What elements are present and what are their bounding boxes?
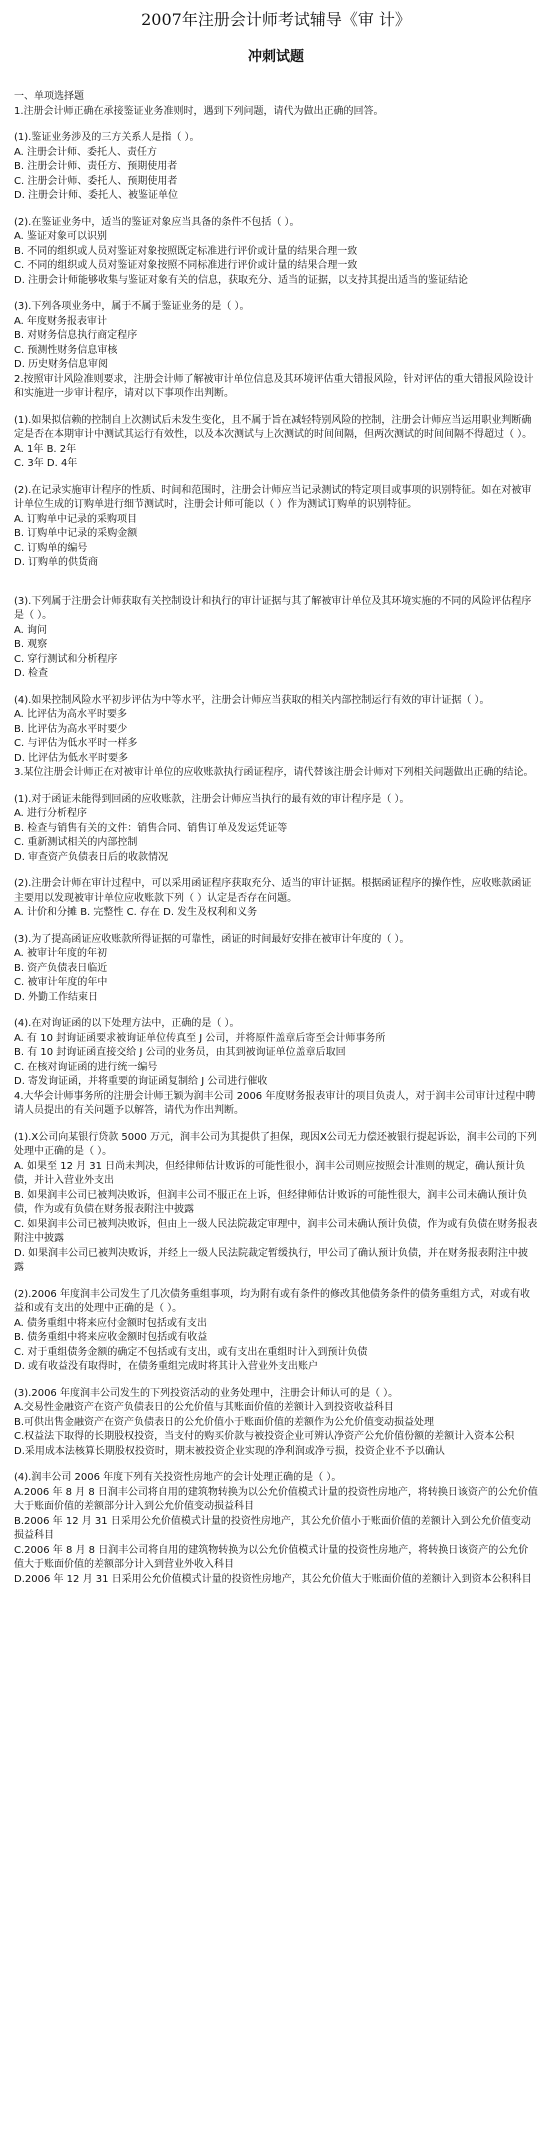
answer-option: B.2006 年 12 月 31 日采用公允价值模式计量的投资性房地产，其公允价值小于账面价值的差额计入到公允价值变动损益科目 (14, 1515, 531, 1541)
answer-option: D. 注册会计师能够收集与鉴证对象有关的信息，获取充分、适当的证据，以支持其提出适当的鉴证结论 (14, 274, 469, 286)
spacer (14, 472, 538, 484)
question-text: (4).如果控制风险水平初步评估为中等水平，注册会计师应当获取的相关内部控制运行有效的审计证据（ ）。 (14, 694, 490, 706)
answer-option: B. 对财务信息执行商定程序 (14, 330, 138, 341)
question-text: (4).润丰公司 2006 年度下列有关投资性房地产的会计处理正确的是（ ）。 (14, 1472, 342, 1483)
answer-option: B. 观察 (14, 639, 48, 650)
answer-option: D. 外勤工作结束日 (14, 991, 99, 1003)
question-text: (1).X公司向某银行贷款 5000 万元，润丰公司为其提供了担保，现因X公司无力偿还被银行提起诉讼，润丰公司的下列处理中正确的是（ ）。 (14, 1131, 537, 1157)
answer-option: D. 审查资产负债表日后的收款情况 (14, 851, 169, 863)
answer-option: A.2006 年 8 月 8 日润丰公司将自用的建筑物转换为以公允价值模式计量的投资性房地产，将转换日该资产的公允价值大于账面价值的差额部分计入到公允价值变动损益科目 (14, 1486, 538, 1512)
answer-option: C. 3年 D. 4年 (14, 458, 78, 469)
question-text: (3).2006 年度润丰公司发生的下列投资活动的业务处理中，注册会计师认可的是（ ）。 (14, 1387, 399, 1399)
spacer (14, 781, 538, 793)
question-text: 3.某位注册会计师正在对被审计单位的应收账款执行函证程序，请代替该注册会计师对下列相关问题做出正确的结论。 (14, 767, 534, 778)
question-text: (1).对于函证未能得到回函的应收账款，注册会计师应当执行的最有效的审计程序是（ ）。 (14, 793, 410, 805)
answer-option: B. 如果润丰公司已被判决败诉，但润丰公司不服正在上诉，但经律师估计败诉的可能性很大，润丰公司未确认预计负债，作为或有负债在财务报表附注中披露 (14, 1189, 528, 1215)
answer-option: C. 对于重组债务金额的确定不包括或有支出，或有支出在重组时计入到预计负债 (14, 1346, 368, 1358)
answer-option: A. 比评估为高水平时要多 (14, 709, 128, 720)
spacer (14, 583, 538, 595)
answer-option: A. 注册会计师、委托人、责任方 (14, 146, 158, 158)
answer-option: A. 进行分析程序 (14, 808, 88, 819)
answer-option: A. 1年 B. 2年 (14, 443, 77, 455)
question-text: (4).在对询证函的以下处理方法中，正确的是（ ）。 (14, 1018, 240, 1029)
question-text: (1).如果拟信赖的控制自上次测试后未发生变化，且不属于旨在减轻特别风险的控制，注册会计师应当运用职业判断确定是否在本期审计中测试其运行有效性，以及本次测试与上次测试的时间间隔，但两次测试的时间间隔不得超过（ ）。 (14, 414, 533, 440)
answer-option: A. 鉴证对象可以识别 (14, 231, 108, 242)
answer-option: C. 如果润丰公司已被判决败诉，但由上一级人民法院裁定审理中，润丰公司未确认预计负债，作为或有负债在财务报表附注中披露 (14, 1218, 538, 1244)
answer-option: C.权益法下取得的长期股权投资，当支付的购买价款与被投资企业可辨认净资产公允价值份额的差额计入资本公积 (14, 1431, 515, 1442)
answer-option: C. 被审计年度的年中 (14, 977, 108, 988)
question-text: 2.按照审计风险准则要求，注册会计师了解被审计单位信息及其环境评估重大错报风险，针对评估的重大错报风险设计和实施进一步审计程序，请对以下事项作出判断。 (14, 373, 534, 399)
answer-option: D. 历史财务信息审阅 (14, 359, 109, 370)
spacer (14, 682, 538, 694)
document-page (14, 0, 538, 1587)
spacer (14, 1276, 538, 1288)
answer-option: A.交易性金融资产在资产负债表日的公允价值与其账面价值的差额计入到投资收益科目 (14, 1402, 394, 1413)
question-text: (2).注册会计师在审计过程中，可以采用函证程序获取充分、适当的审计证据。根据函证程序的操作性，应收账款函证主要用以发现被审计单位应收账款下列（ ）认定是否存在问题。 (14, 878, 532, 904)
answer-option: C. 穿行测试和分析程序 (14, 653, 118, 665)
answer-option: B. 不同的组织或人员对鉴证对象按照既定标准进行评价或计量的结果合理一致 (14, 245, 358, 257)
question-text: (2).2006 年度润丰公司发生了几次债务重组事项，均为附有或有条件的修改其他债务条件的债务重组方式，对或有收益和或有支出的处理中正确的是（ ）。 (14, 1288, 530, 1314)
answer-option: B. 注册会计师、责任方、预期使用者 (14, 161, 178, 172)
spacer (14, 1005, 538, 1017)
answer-option: C. 重新测试相关的内部控制 (14, 837, 138, 848)
answer-option: C. 不同的组织或人员对鉴证对象按照不同标准进行评价或计量的结果合理一致 (14, 260, 358, 271)
spacer (14, 204, 538, 216)
answer-option: A. 如果至 12 月 31 日尚未判决，但经律师估计败诉的可能性很小，润丰公司则应按照会计准则的规定，确认预计负债，并计入营业外支出 (14, 1160, 526, 1186)
question-text: (3).下列各项业务中，属于不属于鉴证业务的是（ ）。 (14, 301, 250, 312)
document-title: 2007年注册会计师考试辅导《审 计》 (141, 10, 411, 29)
answer-option: C. 在核对询证函的进行统一编号 (14, 1061, 158, 1073)
answer-option: C. 预测性财务信息审核 (14, 344, 118, 356)
answer-option: A. 询问 (14, 624, 48, 636)
answer-option: D.2006 年 12 月 31 日采用公允价值模式计量的投资性房地产，其公允价值大于账面价值的差额计入到资本公积科目 (14, 1573, 532, 1585)
section-heading: 一、单项选择题 (14, 91, 84, 102)
question-text: 1.注册会计师正确在承接鉴证业务准则时，遇到下列问题，请代为做出正确的回答。 (14, 105, 384, 117)
spacer (14, 865, 538, 877)
answer-option: A. 被审计年度的年初 (14, 948, 108, 959)
answer-option: B. 资产负债表日临近 (14, 962, 108, 974)
answer-option: C.2006 年 8 月 8 日润丰公司将自用的建筑物转换为以公允价值模式计量的投资性房地产，将转换日该资产的公允价值大于账面价值的差额部分计入到营业外收入科目 (14, 1544, 529, 1570)
answer-option: D. 或有收益没有取得时，在债务重组完成时将其计入营业外支出账户 (14, 1361, 319, 1372)
answer-option: A. 有 10 封询证函要求被询证单位传真至 J 公司，并将原件盖章后寄至会计师事务所 (14, 1032, 386, 1044)
spacer (14, 1119, 538, 1131)
answer-option: B. 检查与销售有关的文件：销售合同、销售订单及发运凭证等 (14, 822, 288, 834)
answer-option: C. 与评估为低水平时一样多 (14, 738, 138, 749)
answer-option: D. 检查 (14, 668, 49, 679)
answer-option: A. 债务重组中将来应付金额时包括或有支出 (14, 1317, 208, 1329)
spacer (14, 571, 538, 583)
answer-option: D. 注册会计师、委托人、被鉴证单位 (14, 190, 179, 201)
answer-option: C. 订购单的编号 (14, 542, 88, 554)
question-text: (1).鉴证业务涉及的三方关系人是指（ ）。 (14, 132, 200, 143)
spacer (14, 921, 538, 933)
answer-option: D. 寄发询证函，并将重要的询证函复制给 J 公司进行催收 (14, 1076, 268, 1087)
document-subtitle: 冲刺试题 (248, 49, 304, 65)
question-text: (3).下列属于注册会计师获取有关控制设计和执行的审计证据与其了解被审计单位及其环境实施的不同的风险评估程序是（ ）。 (14, 595, 532, 621)
spacer (14, 288, 538, 300)
answer-option: B. 有 10 封询证函直接交给 J 公司的业务员，由其到被询证单位盖章后取回 (14, 1047, 346, 1058)
answer-option: A. 订购单中记录的采购项目 (14, 513, 138, 525)
question-text: 4.大华会计师事务所的注册会计师王颖为润丰公司 2006 年度财务报表审计的项目负责人，对于润丰公司审计过程中聘请人员提出的有关问题予以解答，请代为作出判断。 (14, 1090, 536, 1116)
answer-option: B. 比评估为高水平时要少 (14, 723, 128, 735)
question-text: (2).在记录实施审计程序的性质、时间和范围时，注册会计师应当记录测试的特定项目或事项的识别特征。如在对被审计单位生成的订购单进行细节测试时，注册会计师可能以（ ）作为测试订购单的识别特征。 (14, 484, 532, 510)
answer-option: A. 计价和分摊 B. 完整性 C. 存在 D. 发生及权利和义务 (14, 907, 258, 918)
answer-option: A. 年度财务报表审计 (14, 315, 108, 327)
answer-option: B. 债务重组中将来应收金额时包括或有收益 (14, 1332, 208, 1343)
answer-option: D.采用成本法核算长期股权投资时，期末被投资企业实现的净利润或净亏损，投资企业不予以确认 (14, 1445, 445, 1457)
document-body (14, 90, 538, 1587)
question-text: (3).为了提高函证应收账款所得证据的可靠性，函证的时间最好安排在被审计年度的（ ）。 (14, 933, 410, 945)
answer-option: C. 注册会计师、委托人、预期使用者 (14, 175, 178, 187)
answer-option: B. 订购单中记录的采购金额 (14, 528, 138, 539)
spacer (14, 1459, 538, 1471)
answer-option: D. 比评估为低水平时要多 (14, 752, 129, 764)
spacer (14, 1375, 538, 1387)
question-text: (2).在鉴证业务中，适当的鉴证对象应当具备的条件不包括（ ）。 (14, 216, 300, 228)
spacer (14, 402, 538, 414)
answer-option: D. 如果润丰公司已被判决败诉，并经上一级人民法院裁定暂缓执行，甲公司了确认预计负债，并在财务报表附注中披露 (14, 1247, 529, 1273)
answer-option: B.可供出售金融资产在资产负债表日的公允价值小于账面价值的差额作为公允价值变动损益处理 (14, 1416, 435, 1428)
answer-option: D. 订购单的供货商 (14, 557, 99, 568)
spacer (14, 119, 538, 131)
